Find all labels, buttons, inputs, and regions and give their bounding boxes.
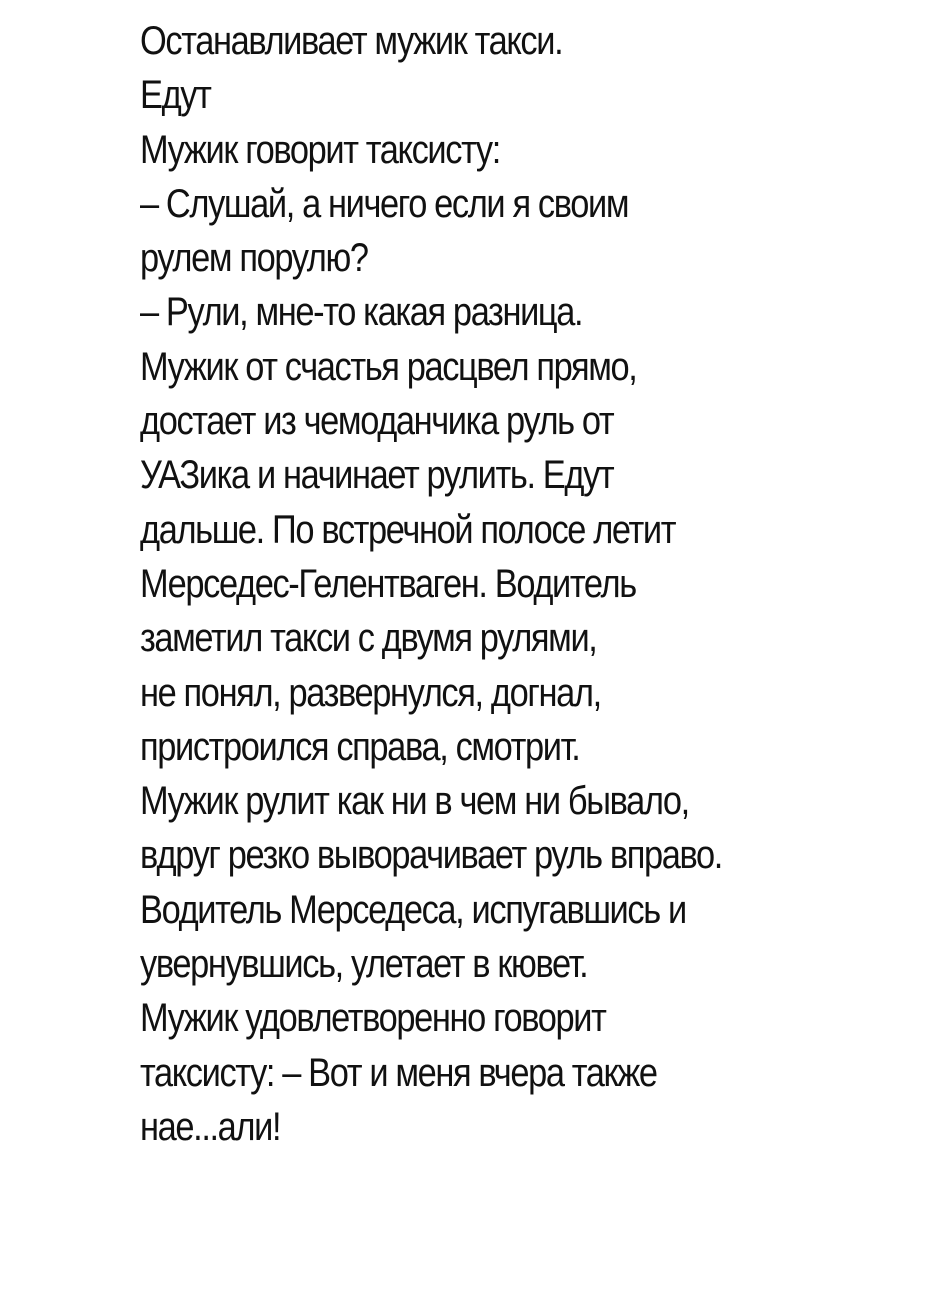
- text-line: дальше. По встречной полосе летит: [140, 507, 676, 552]
- text-line: – Рули, мне-то какая разница.: [140, 290, 583, 335]
- text-line: достает из чемоданчика руль от: [140, 399, 614, 444]
- text-line: рулем порулю?: [140, 236, 368, 281]
- text-line: Водитель Мерседеса, испугавшись и: [140, 887, 686, 932]
- text-line: – Слушай, а ничего если я своим: [140, 181, 629, 226]
- text-line: нае...али!: [140, 1104, 281, 1149]
- text-line: таксисту: – Вот и меня вчера также: [140, 1050, 657, 1095]
- text-line: заметил такси с двумя рулями,: [140, 616, 597, 661]
- text-line: пристроился справа, смотрит.: [140, 724, 580, 769]
- text-line: Едут: [140, 73, 211, 118]
- text-line: Мужик удовлетворенно говорит: [140, 996, 606, 1041]
- text-line: увернувшись, улетает в кювет.: [140, 942, 588, 987]
- text-line: УАЗика и начинает рулить. Едут: [140, 453, 614, 498]
- text-line: Мерседес-Гелентваген. Водитель: [140, 561, 636, 606]
- text-line: Останавливает мужик такси.: [140, 19, 563, 63]
- joke-text: [140, 14, 940, 1154]
- text-line: Мужик говорит таксисту:: [140, 127, 500, 172]
- text-line: не понял, развернулся, догнал,: [140, 670, 601, 715]
- text-line: вдруг резко выворачивает руль вправо.: [140, 833, 722, 878]
- text-line: Мужик от счастья расцвел прямо,: [140, 344, 637, 389]
- text-line: Мужик рулит как ни в чем ни бывало,: [140, 779, 689, 824]
